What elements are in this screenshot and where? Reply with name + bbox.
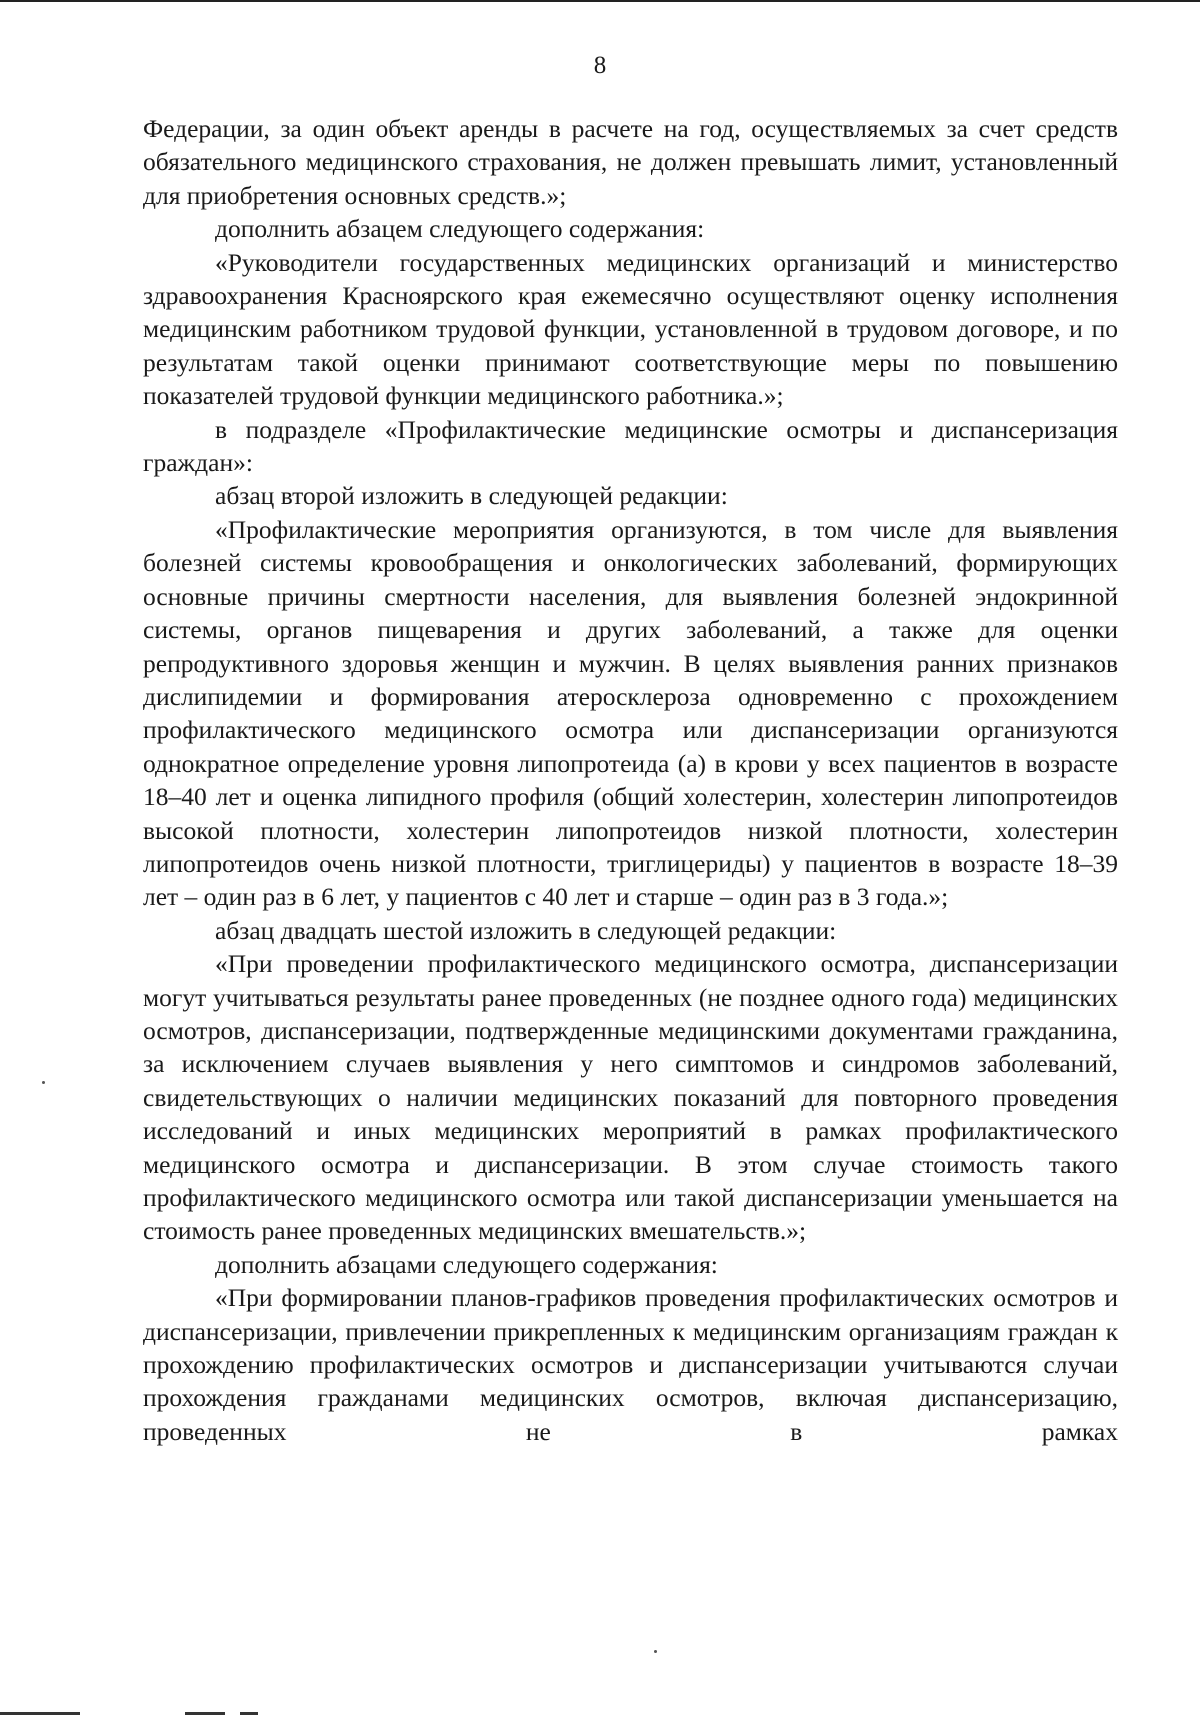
page-number: 8	[593, 52, 607, 79]
paragraph-instruction: абзац второй изложить в следующей редакции:	[215, 481, 728, 511]
scan-top-border	[0, 0, 1200, 2]
paragraph-instruction: дополнить абзацами следующего содержания:	[215, 1249, 718, 1279]
paragraph-quoted: «При формировании планов-графиков проведения профилактических осмотров и диспансеризации, привлечении прикрепленных к медицинским организациям граждан к прохождению профилактических осмотров и диспансеризации учитываются случаи прохождения гражданами медицинских осмотров, включая диспансеризацию, проведенных не в рамках	[143, 1283, 1118, 1446]
scan-bottom-mark	[185, 1712, 225, 1715]
scan-bottom-mark	[240, 1712, 258, 1715]
paragraph-quoted: «При проведении профилактического медицинского осмотра, диспансеризации могут учитываться результаты ранее проведенных (не позднее одного года) медицинских осмотров, диспансеризации, подтвержденные медицинскими документами гражданина, за исключением случаев выявления у него симптомов и синдромов заболеваний, свидетельствующих о наличии медицинских показаний для повторного проведения исследований и иных медицинских мероприятий в рамках профилактического медицинского осмотра и диспансеризации. В этом случае стоимость такого профилактического медицинского осмотра или такой диспансеризации уменьшается на стоимость ранее проведенных медицинских вмешательств.»;	[143, 949, 1118, 1246]
paragraph-quoted: «Руководители государственных медицинских организаций и министерство здравоохранения Красноярского края ежемесячно осуществляют оценку исполнения медицинским работником трудовой функции, установленной в трудовом договоре, и по результатам такой оценки принимают соответствующие меры по повышению показателей трудовой функции медицинского работника.»;	[143, 247, 1118, 411]
document-body	[143, 112, 1118, 1482]
paragraph-continuation: Федерации, за один объект аренды в расчете на год, осуществляемых за счет средств обязательного медицинского страхования, не должен превышать лимит, установленный для приобретения основных средств.»;	[143, 114, 1118, 210]
paragraph-instruction: абзац двадцать шестой изложить в следующей редакции:	[215, 915, 837, 945]
scan-bottom-mark	[0, 1712, 80, 1715]
paragraph-instruction: в подразделе «Профилактические медицинские осмотры и диспансеризация граждан»:	[143, 414, 1118, 478]
paragraph-instruction: дополнить абзацем следующего содержания:	[215, 214, 705, 244]
paragraph-quoted: «Профилактические мероприятия организуются, в том числе для выявления болезней системы кровообращения и онкологических заболеваний, формирующих основные причины смертности населения, для выявления болезней эндокринной системы, органов пищеварения и других заболеваний, а также для оценки репродуктивного здоровья женщин и мужчин. В целях выявления ранних признаков дислипидемии и формирования атеросклероза одновременно с прохождением профилактического медицинского осмотра или диспансеризации организуются однократное определение уровня липопротеида (а) в крови у всех пациентов в возрасте 18–40 лет и оценка липидного профиля (общий холестерин, холестерин липопротеидов высокой плотности, холестерин липопротеидов низкой плотности, холестерин липопротеидов очень низкой плотности, триглицериды) у пациентов в возрасте 18–39 лет – один раз в 6 лет, у пациентов с 40 лет и старше – один раз в 3 года.»;	[143, 514, 1118, 912]
